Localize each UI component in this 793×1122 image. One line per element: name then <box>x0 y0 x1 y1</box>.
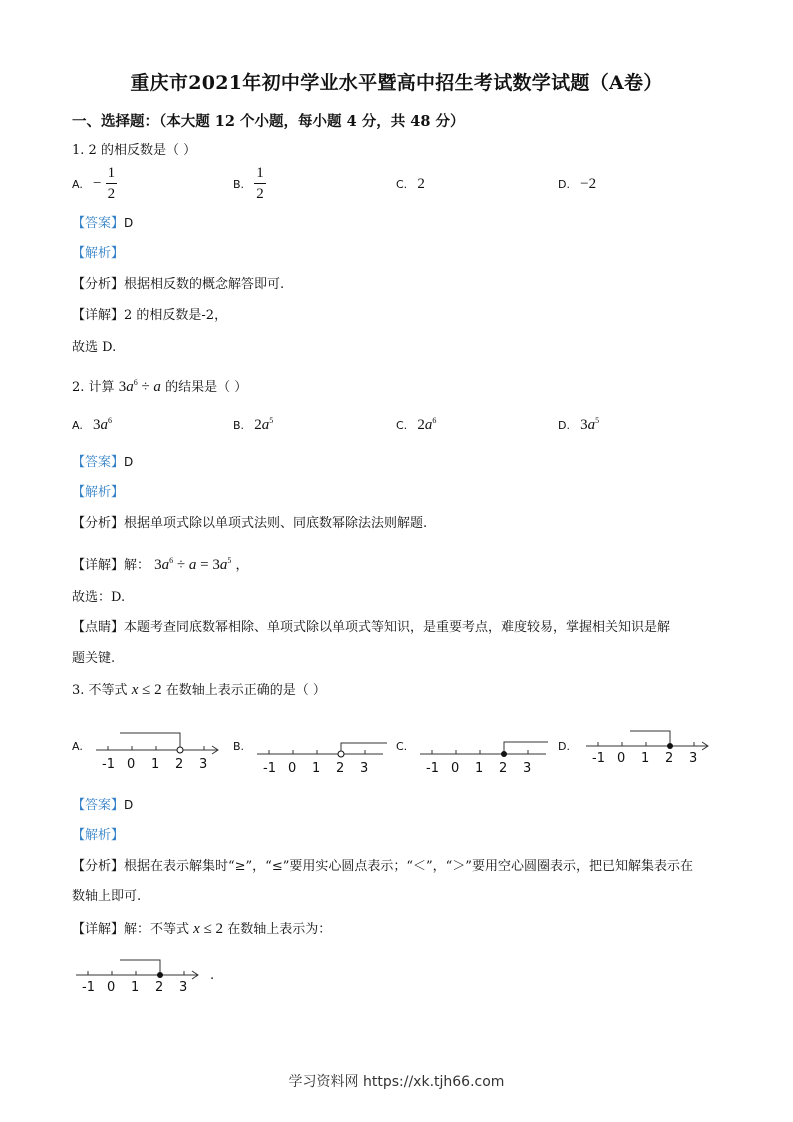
option-label: B. <box>233 177 245 191</box>
number-line-c <box>418 730 552 778</box>
exponent: 6 <box>107 416 112 425</box>
q3-stem <box>72 680 326 701</box>
tick-label: 1 <box>475 761 484 776</box>
tick-label: 0 <box>451 761 460 776</box>
tick-label: 0 <box>617 751 626 766</box>
solution-period: . <box>210 968 215 983</box>
q3-option-d-label <box>558 739 576 754</box>
option-label: C. <box>396 178 408 191</box>
tick-label: 1 <box>312 761 321 776</box>
option-label: B. <box>233 419 245 432</box>
option-label: C. <box>396 740 408 753</box>
coef: 3 <box>580 417 588 433</box>
tick-label: 3 <box>199 757 208 772</box>
section-heading: 一、选择题：（本大题 12 个小题，每小题 4 分，共 48 分） <box>72 113 465 130</box>
option-label: D. <box>558 740 570 753</box>
q1-guxuan: 故选 D. <box>72 340 117 355</box>
tick-label: 3 <box>523 761 532 776</box>
q1-option-c <box>396 176 425 193</box>
footer-watermark: 学习资料网 https://xk.tjh66.com <box>288 1074 505 1090</box>
tick-label: 0 <box>288 761 297 776</box>
option-label: A. <box>72 419 83 432</box>
q1-option-d <box>558 176 596 193</box>
minus-sign: − <box>92 175 102 192</box>
q1-option-a <box>72 166 117 202</box>
q2-guxuan: 故选：D. <box>72 590 126 605</box>
q3-option-c-label <box>396 739 413 754</box>
q1-fenxi: 【分析】根据相反数的概念解答即可. <box>72 277 285 292</box>
number-line-a <box>94 726 224 774</box>
option-label: D. <box>558 178 570 191</box>
q1-xiangjie: 【详解】2 的相反数是-2， <box>72 308 228 323</box>
answer-value: D <box>124 798 134 812</box>
tick-label: 2 <box>665 751 674 766</box>
answer-value: D <box>124 216 134 230</box>
tick-label: 1 <box>641 751 650 766</box>
tick-label: 2 <box>155 980 164 995</box>
coef: 2 <box>417 417 425 433</box>
answer-tag: 【答案】 <box>72 455 125 470</box>
q2-analysis-tag: 【解析】 <box>72 485 125 500</box>
tick-label: -1 <box>263 761 276 776</box>
answer-tag: 【答案】 <box>72 216 125 231</box>
coef: 3 <box>92 417 101 433</box>
q2-option-d: D. $3a^5$ <box>558 416 600 433</box>
q3-xiangjie <box>72 919 331 940</box>
exponent: 5 <box>595 416 600 425</box>
tick-label: -1 <box>426 761 439 776</box>
option-label: A. <box>72 740 83 753</box>
tick-label: 2 <box>499 761 508 776</box>
fraction <box>254 166 266 202</box>
q2-option-b: B. $2a^5$ <box>233 416 274 433</box>
q1-stem: 1. 2 的相反数是（ ） <box>72 143 197 158</box>
q3-stem-post: 在数轴上表示正确的是（ ） <box>165 683 326 698</box>
exponent: 6 <box>432 416 437 425</box>
denominator: 2 <box>107 186 116 202</box>
tick-label: 3 <box>179 980 188 995</box>
q3-stem-pre: 3. 不等式 <box>72 683 128 698</box>
option-label: A. <box>72 177 83 191</box>
option-value: 2 <box>417 176 425 192</box>
tick-label: 0 <box>107 980 116 995</box>
q3-inequality-solution: x ≤ 2 <box>193 921 224 937</box>
q2-option-a: A. $3a^6$ <box>72 416 112 433</box>
q3-xiangjie-pre: 【详解】解：不等式 <box>72 922 190 937</box>
tick-label: -1 <box>592 751 605 766</box>
q1-answer <box>72 213 133 234</box>
tick-label: -1 <box>82 980 95 995</box>
q2-answer <box>72 452 133 473</box>
q3-option-a-label <box>72 739 89 754</box>
q2-fenxi: 【分析】根据单项式除以单项式法则、同底数幂除法法则解题. <box>72 516 428 531</box>
number-line-solution <box>74 951 204 999</box>
q2-solution-expression: $3a^6 \div a = 3a^5$ <box>154 556 232 573</box>
answer-tag: 【答案】 <box>72 798 125 813</box>
q2-option-c: C. $2a^6$ <box>396 416 437 433</box>
q3-option-b-label <box>233 739 250 754</box>
tick-label: 2 <box>336 761 345 776</box>
tick-label: 3 <box>689 751 698 766</box>
option-value: −2 <box>580 176 597 192</box>
tick-label: 1 <box>151 757 160 772</box>
tick-label: 1 <box>131 980 140 995</box>
answer-value: D <box>124 455 134 469</box>
q2-stem <box>72 373 247 398</box>
option-label: B. <box>233 740 245 753</box>
numerator: 1 <box>106 166 118 184</box>
q1-option-b <box>233 166 266 202</box>
q2-dianjing-line1: 【点睛】本题考查同底数幂相除、单项式除以单项式等知识，是重要考点，难度较易，掌握相关知识是解 <box>72 620 671 635</box>
q3-fenxi-line1: 【分析】根据在表示解集时“≥”，“≤”要用实心圆点表示；“＜”，“＞”要用空心圆圈表示，把已知解集表示在 <box>72 859 693 874</box>
option-label: D. <box>558 419 570 432</box>
q2-xiangjie-post: ， <box>235 558 249 573</box>
q2-dianjing-line2: 题关键. <box>72 651 116 666</box>
q2-stem-pre: 2. 计算 <box>72 380 115 395</box>
numerator: 1 <box>254 166 266 184</box>
tick-label: 0 <box>127 757 136 772</box>
fraction <box>106 166 118 202</box>
denominator: 2 <box>256 186 264 202</box>
q3-fenxi-line2: 数轴上即可. <box>72 889 142 904</box>
q1-analysis-tag: 【解析】 <box>72 246 125 261</box>
q3-inequality: x ≤ 2 <box>131 682 162 698</box>
tick-label: 2 <box>175 757 184 772</box>
q2-stem-post: 的结果是（ ） <box>165 380 248 395</box>
tick-label: -1 <box>102 757 115 772</box>
coef: 2 <box>254 417 262 433</box>
number-line-d <box>584 722 714 770</box>
page-title: 重庆市2021年初中学业水平暨高中招生考试数学试题（A卷） <box>130 72 663 94</box>
q2-xiangjie-pre: 【详解】解： <box>72 558 151 573</box>
q3-xiangjie-post: 在数轴上表示为： <box>227 922 332 937</box>
q3-answer <box>72 795 133 816</box>
tick-label: 3 <box>360 761 369 776</box>
number-line-b <box>255 730 389 778</box>
option-label: C. <box>396 419 408 432</box>
q3-analysis-tag: 【解析】 <box>72 828 125 843</box>
q2-expression: $3a^6 \div a$ <box>118 378 161 395</box>
q2-xiangjie <box>72 551 249 576</box>
exponent: 5 <box>269 416 274 425</box>
